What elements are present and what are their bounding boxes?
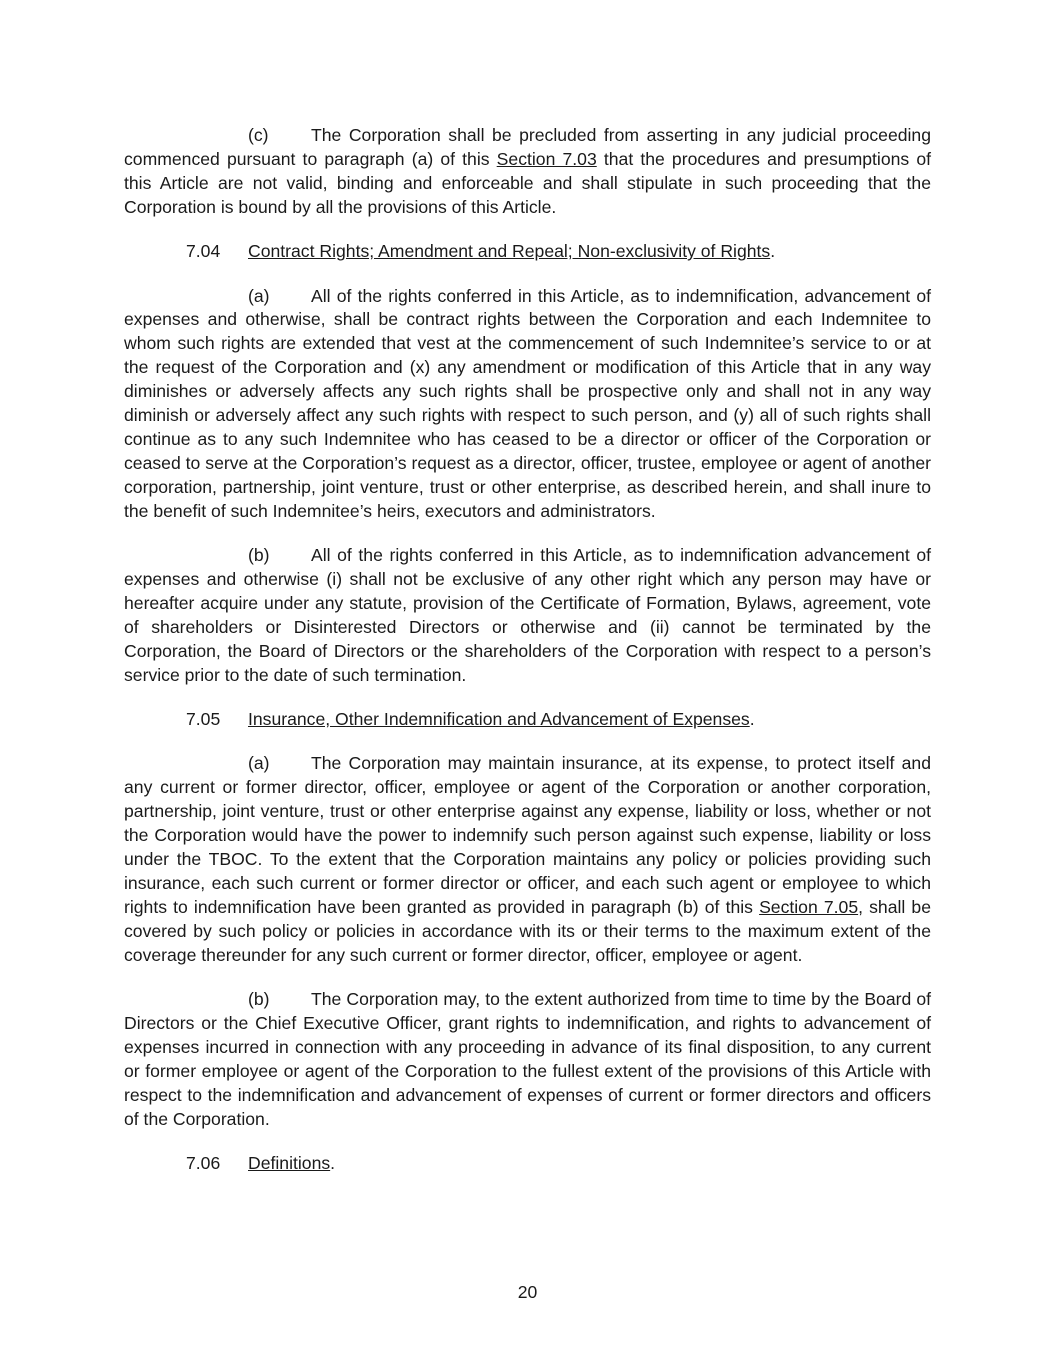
section-title-period: . (330, 1153, 336, 1174)
paragraph-7-04-a (124, 285, 931, 524)
section-title-period: . (749, 709, 755, 730)
section-number: 7.05 (186, 709, 221, 730)
section-title: Insurance, Other Indemnification and Advancement of Expenses (248, 709, 750, 730)
paragraph-label: (c) (248, 125, 269, 145)
section-number: 7.04 (186, 241, 221, 262)
page-number: 20 (517, 1282, 538, 1302)
paragraph-text: All of the rights conferred in this Article, as to indemnification, advancement of expenses and otherwise, shall be contract rights between the Corporation and each Indemnitee to whom such rights are extended that vest at the commencement of such Indemnitee’s service to or at the request of the Corporation and (x) any amendment or modification of this Article that in any way diminishes or adversely affects any such rights shall be prospective only and shall not in any way diminish or adversely affect any such rights with respect to such person, and (y) all of such rights shall continue as to any such Indemnitee who has ceased to be a director or officer of the Corporation or ceased to serve at the Corporation’s request as a director, officer, trustee, employee or agent of another corporation, partnership, joint venture, trust or other enterprise, as described herein, and shall inure to the benefit of such Indemnitee’s heirs, executors and administrators. (124, 285, 931, 521)
paragraph-text: that the procedures and presumptions of this Article are not valid, binding and enforceable and shall stipulate in such proceeding that the Corporation is bound by all the provisions of this Article. (124, 148, 931, 217)
section-heading-7-06 (124, 1152, 931, 1176)
paragraph-7-05-b (124, 988, 931, 1131)
section-title: Contract Rights; Amendment and Repeal; Non-exclusivity of Rights (248, 241, 771, 262)
paragraph-text: The Corporation may maintain insurance, at its expense, to protect itself and any current or former director, officer, employee or agent of the Corporation or another corporation, partnership, joint venture, trust or other enterprise against any expense, liability or loss, whether or not the Corporation would have the power to indemnify such person against such expense, liability or loss under the TBOC. To the extent that the Corporation maintains any policy or policies providing such insurance, each such current or former director or officer, and each such agent or employee to which rights to indemnification have been granted as provided in paragraph (b) of this (124, 753, 931, 917)
section-reference-7-05: Section 7.05 (759, 896, 859, 917)
paragraph-label: (b) (248, 989, 270, 1010)
paragraph-label: (a) (248, 285, 270, 306)
paragraph-text: The Corporation shall be precluded from asserting in any judicial proceeding commenced pursuant to paragraph (a) of this (124, 125, 931, 169)
section-reference-7-03: Section 7.03 (496, 148, 597, 169)
section-heading-7-04 (124, 240, 931, 264)
page-body (124, 124, 931, 1176)
section-number: 7.06 (186, 1153, 221, 1174)
paragraph-label: (a) (248, 753, 270, 774)
paragraph-7-04-b (124, 544, 931, 687)
section-title-period: . (770, 241, 776, 262)
paragraph-label: (b) (248, 545, 270, 566)
section-heading-7-05 (124, 708, 931, 732)
paragraph-7-05-a (124, 752, 931, 967)
section-title: Definitions (248, 1153, 331, 1174)
paragraph-text: , shall be covered by such policy or policies in accordance with its or their terms to the maximum extent of the coverage thereunder for any such current or former director, officer, employee or agent. (124, 896, 931, 965)
paragraph-text: The Corporation may, to the extent authorized from time to time by the Board of Directors or the Chief Executive Officer, grant rights to indemnification, and rights to advancement of expenses incurred in connection with any proceeding in advance of its final disposition, to any current or former employee or agent of the Corporation to the fullest extent of the provisions of this Article with respect to the indemnification and advancement of expenses of current or former directors and officers of the Corporation. (124, 989, 931, 1129)
paragraph-7-03-c (124, 124, 931, 220)
paragraph-text: All of the rights conferred in this Article, as to indemnification advancement of expenses and otherwise (i) shall not be exclusive of any other right which any person may have or hereafter acquire under any statute, provision of the Certificate of Formation, Bylaws, agreement, vote of shareholders or Disinterested Directors or otherwise and (ii) cannot be terminated by the Corporation, the Board of Directors or the shareholders of the Corporation with respect to a person’s service prior to the date of such termination. (124, 545, 931, 685)
